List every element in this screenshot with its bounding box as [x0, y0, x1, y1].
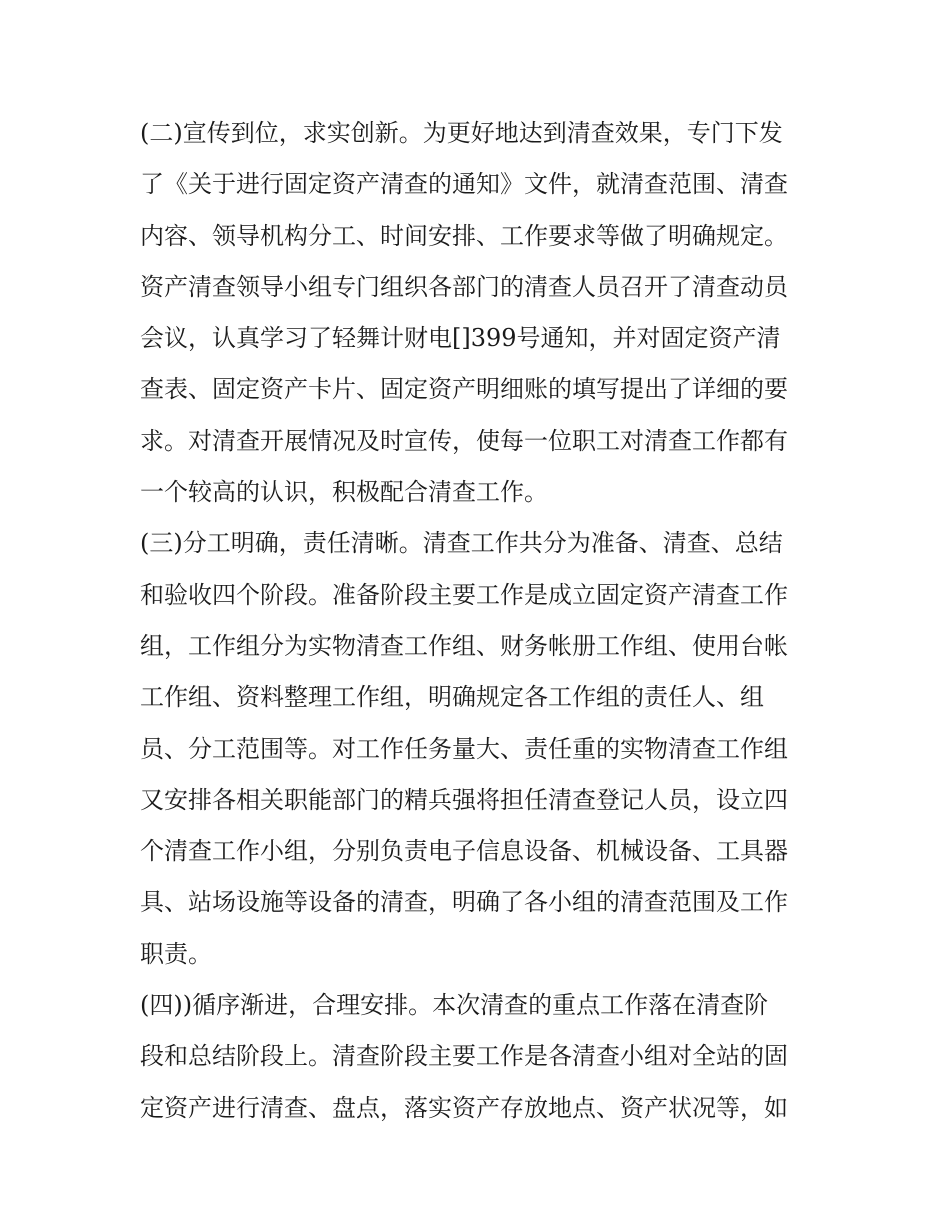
text-line: (三)分工明确，责任清晰。清查工作共分为准备、清查、总结 [140, 529, 783, 558]
text-line: 和验收四个阶段。准备阶段主要工作是成立固定资产清查工作 [140, 580, 788, 609]
text-line: (四))循序渐进，合理安排。本次清查的重点工作落在清查阶 [140, 991, 769, 1020]
text-line: 工作组、资料整理工作组，明确规定各工作组的责任人、组 [140, 683, 764, 712]
text-line: 会议，认真学习了轻舞计财电[]399号通知，并对固定资产清 [140, 324, 781, 353]
text-line: 段和总结阶段上。清查阶段主要工作是各清查小组对全站的固 [140, 1042, 788, 1071]
text-line: 了《关于进行固定资产清查的通知》文件，就清查范围、清查 [140, 170, 788, 199]
text-line: 员、分工范围等。对工作任务量大、责任重的实物清查工作组 [140, 734, 788, 763]
text-line: 具、站场设施等设备的清查，明确了各小组的清查范围及工作 [140, 888, 788, 917]
text-line: 定资产进行清查、盘点，落实资产存放地点、资产状况等，如 [140, 1093, 788, 1122]
text-line: 职责。 [140, 939, 212, 968]
text-line: 一个较高的认识，积极配合清查工作。 [140, 478, 548, 507]
text-line: 个清查工作小组，分别负责电子信息设备、机械设备、工具器 [140, 837, 788, 866]
text-line: (二)宣传到位，求实创新。为更好地达到清查效果，专门下发 [140, 119, 783, 147]
text-line: 查表、固定资产卡片、固定资产明细账的填写提出了详细的要 [140, 375, 788, 404]
text-line: 组，工作组分为实物清查工作组、财务帐册工作组、使用台帐 [140, 631, 788, 660]
body-text [140, 108, 820, 1134]
text-line: 又安排各相关职能部门的精兵强将担任清查登记人员，设立四 [140, 785, 788, 814]
text-line: 内容、领导机构分工、时间安排、工作要求等做了明确规定。 [140, 221, 788, 250]
text-line: 资产清查领导小组专门组织各部门的清查人员召开了清查动员 [140, 272, 788, 301]
text-line: 求。对清查开展情况及时宣传，使每一位职工对清查工作都有 [140, 426, 788, 455]
